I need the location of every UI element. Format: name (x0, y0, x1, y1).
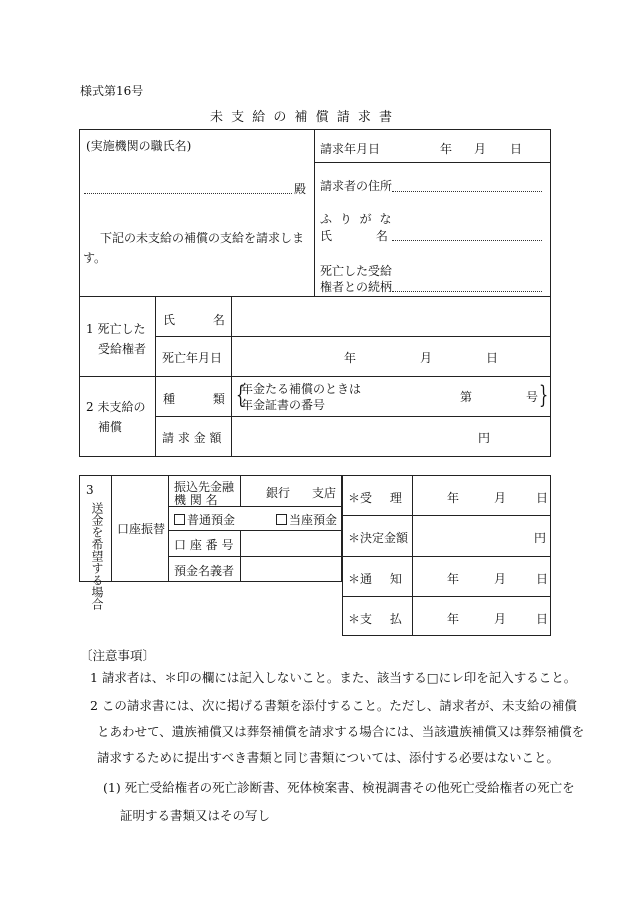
furigana-label: ふ り が な (320, 212, 394, 226)
agency-name-field[interactable] (84, 193, 292, 194)
honorific: 殿 (294, 182, 307, 196)
received-label: ＊受 理 (348, 491, 402, 505)
current-deposit-option[interactable]: 当座預金 (276, 511, 337, 528)
account-number-label: 口 座 番 号 (174, 538, 234, 552)
section3-label: 送金を希望する場合 (90, 502, 104, 610)
request-text: 下記の未支給の補償の支給を請求しま (100, 231, 305, 245)
bank-label: 振込先金融 (174, 480, 235, 494)
agency-label: (実施機関の職氏名) (86, 139, 192, 153)
death-date-label: 死亡年月日 (162, 351, 223, 365)
name-field[interactable] (392, 240, 542, 241)
checkbox-ordinary[interactable] (174, 514, 185, 525)
transfer-method: 口座振替 (117, 522, 166, 536)
name-label: 氏 名 (320, 229, 388, 243)
relation-field[interactable] (392, 291, 542, 292)
note-2-1: (1) 死亡受給権者の死亡診断書、死体検案書、検視調書その他死亡受給権者の死亡を (103, 780, 575, 795)
address-label: 請求者の住所 (320, 179, 393, 193)
section1-label: 1 死亡した (86, 322, 146, 336)
request-text-2: す。 (83, 251, 107, 265)
section3-number: 3 (86, 483, 94, 497)
section2-label: 2 未支給の (86, 400, 146, 414)
account-holder-label: 預金名義者 (174, 564, 235, 578)
pension-note: 年金たる補償のときは (241, 382, 362, 396)
notes-heading: 〔注意事項〕 (80, 648, 156, 663)
decided-amount-label: ＊決定金額 (348, 531, 409, 545)
ordinary-deposit-option[interactable]: 普通預金 (174, 511, 235, 528)
relation-label: 死亡した受給 (320, 264, 393, 278)
amount-label: 請 求 金 額 (162, 431, 222, 445)
paid-label: ＊支 払 (348, 612, 402, 626)
note-2: 2 この請求書には、次に掲げる書類を添付すること。ただし、請求者が、未支給の補償 (90, 698, 577, 713)
notified-label: ＊通 知 (348, 572, 402, 586)
page-title: 未 支 給 の 補 償 請 求 書 (210, 110, 395, 125)
deceased-name-label: 氏 名 (163, 313, 225, 327)
request-date-label: 請求年月日 (320, 142, 381, 156)
checkbox-current[interactable] (276, 514, 287, 525)
form-number: 様式第16号 (80, 84, 144, 98)
note-1: 1 請求者は、＊印の欄には記入しないこと。また、該当する□にレ印を記入すること。 (90, 670, 577, 685)
type-label: 種 類 (163, 392, 225, 406)
address-field[interactable] (392, 191, 542, 192)
